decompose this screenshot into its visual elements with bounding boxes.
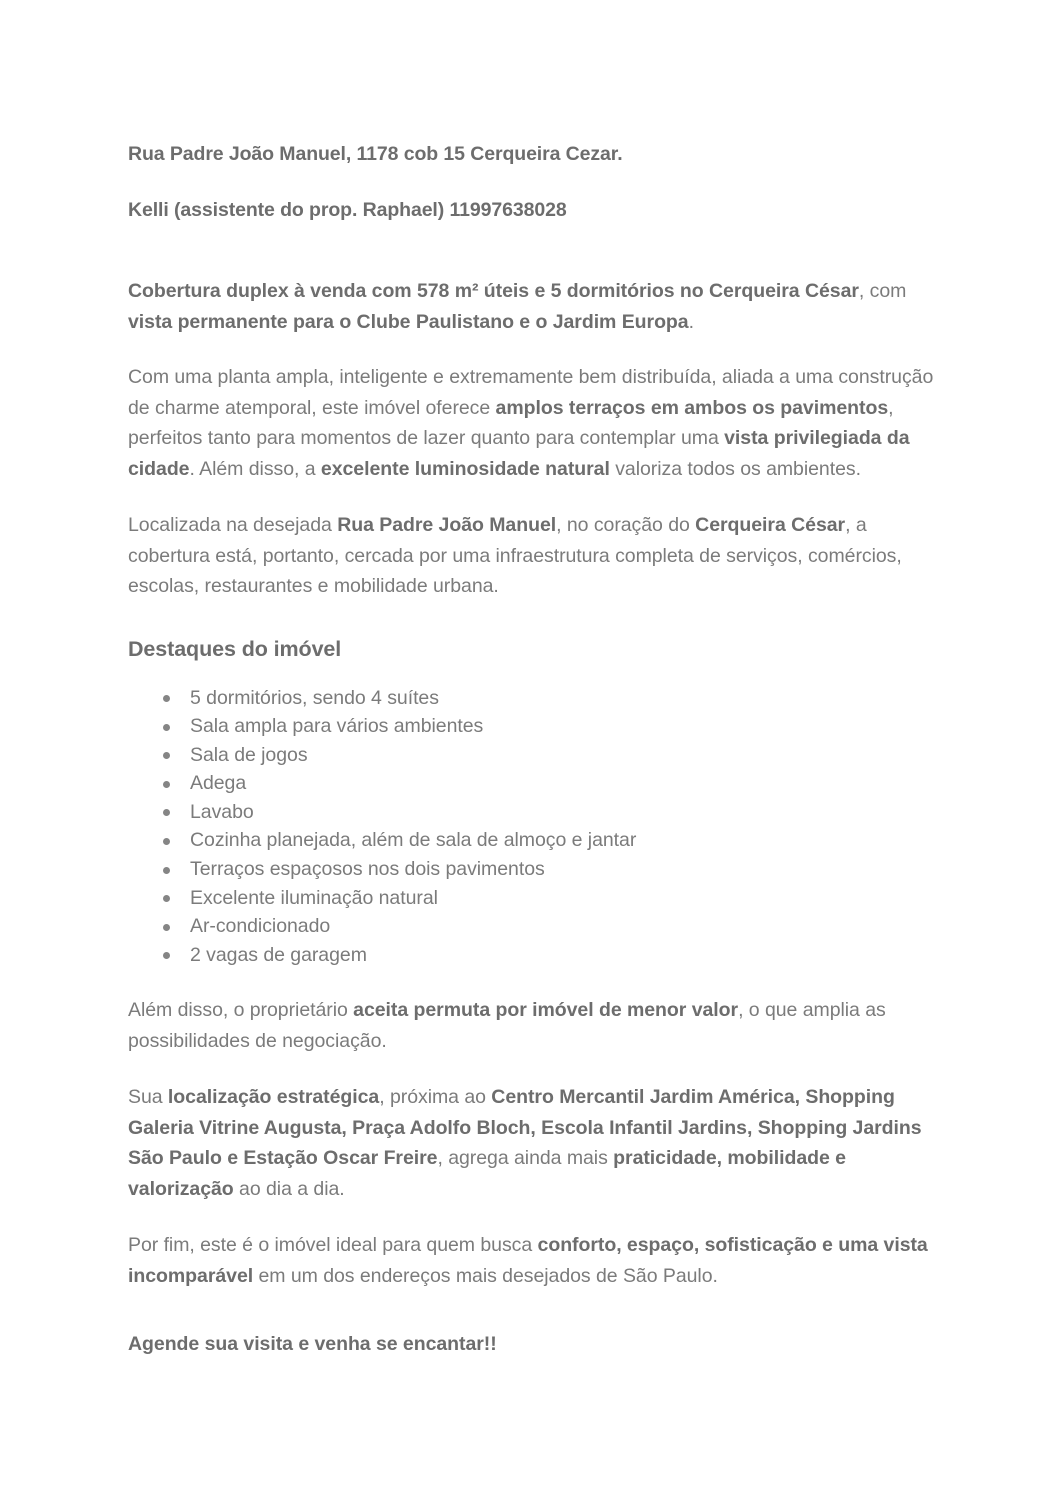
list-item-label: Excelente iluminação natural bbox=[190, 886, 438, 909]
list-item bbox=[163, 941, 934, 970]
permuta-text-2: , o que amplia as possibilidades de negociação. bbox=[128, 999, 886, 1052]
closing-text-2: em um dos endereços mais desejados de São Paulo. bbox=[253, 1264, 718, 1287]
lead-period: . bbox=[688, 310, 694, 333]
location-paragraph bbox=[128, 510, 934, 602]
bullet-icon bbox=[163, 838, 170, 845]
list-item bbox=[163, 769, 934, 798]
list-item-label: 2 vagas de garagem bbox=[190, 943, 367, 966]
strategic-location-paragraph bbox=[128, 1082, 934, 1204]
location-text-2: , no coração do bbox=[556, 514, 696, 536]
bullet-icon bbox=[163, 867, 170, 874]
list-item bbox=[163, 684, 934, 713]
strategic-landmarks-bold: Centro Mercantil Jardim América, Shopping Galeria Vitrine Augusta, Praça Adolfo Bloch, Escola Infantil Jardins, Shopping Jardins São Paulo e Estação Oscar Freire bbox=[128, 1086, 922, 1170]
list-item-label: Ar-condicionado bbox=[190, 915, 331, 938]
bullet-icon bbox=[163, 724, 170, 731]
strategic-text-2: , próxima ao bbox=[379, 1086, 492, 1109]
layout-view-bold: vista privilegiada da cidade bbox=[128, 427, 910, 480]
bullet-icon bbox=[163, 952, 170, 959]
layout-terraces-bold: amplos terraços em ambos os pavimentos bbox=[495, 396, 889, 419]
property-address-line: Rua Padre João Manuel, 1178 cob 15 Cerqueira Cezar. bbox=[128, 143, 623, 165]
layout-light-bold: excelente luminosidade natural bbox=[320, 457, 610, 480]
call-to-action: Agende sua visita e venha se encantar!! bbox=[128, 1333, 497, 1356]
closing-spacer bbox=[128, 1317, 934, 1329]
layout-text-2: , perfeitos tanto para momentos de lazer quanto para contemplar uma bbox=[128, 396, 894, 449]
list-item-label: 5 dormitórios, sendo 4 suítes bbox=[190, 686, 439, 709]
list-item bbox=[163, 712, 934, 741]
list-item-label: Sala de jogos bbox=[190, 743, 308, 766]
layout-text-3: . Além disso, a bbox=[189, 457, 321, 480]
bullet-icon bbox=[163, 781, 170, 788]
list-item bbox=[163, 912, 934, 941]
list-item bbox=[163, 855, 934, 884]
strategic-label-bold: localização estratégica bbox=[167, 1086, 380, 1109]
list-item bbox=[163, 826, 934, 855]
lead-headline-bold: Cobertura duplex à venda com 578 m² úteis e 5 dormitórios no Cerqueira César bbox=[128, 280, 859, 302]
document-body bbox=[128, 140, 934, 1360]
strategic-text-3: , agrega ainda mais bbox=[437, 1147, 614, 1170]
closing-text-1: Por fim, este é o imóvel ideal para quem busca bbox=[128, 1234, 538, 1257]
bullet-icon bbox=[163, 752, 170, 759]
layout-text-1: Com uma planta ampla, inteligente e extremamente bem distribuída, aliada a uma construção de charme atemporal, este imóvel oferece bbox=[128, 366, 934, 419]
contact-line: Kelli (assistente do prop. Raphael) 11997638028 bbox=[128, 199, 567, 221]
closing-paragraph bbox=[128, 1230, 934, 1291]
location-street-bold: Rua Padre João Manuel bbox=[337, 514, 557, 536]
layout-text-4: valoriza todos os ambientes. bbox=[609, 457, 861, 480]
strategic-benefits-bold: praticidade, mobilidade e valorização bbox=[128, 1147, 846, 1200]
lead-paragraph bbox=[128, 276, 934, 337]
header-spacer bbox=[128, 224, 934, 276]
features-list bbox=[128, 684, 934, 970]
list-item-label: Cozinha planejada, além de sala de almoço e jantar bbox=[190, 829, 637, 852]
closing-qualities-bold: conforto, espaço, sofisticação e uma vista incomparável bbox=[128, 1234, 928, 1287]
list-item-label: Terraços espaçosos nos dois pavimentos bbox=[190, 858, 545, 881]
permuta-offer-bold: aceita permuta por imóvel de menor valor bbox=[353, 999, 739, 1022]
bullet-icon bbox=[163, 695, 170, 702]
permuta-paragraph bbox=[128, 995, 934, 1056]
list-item bbox=[163, 741, 934, 770]
list-item-label: Lavabo bbox=[190, 800, 254, 823]
strategic-text-1: Sua bbox=[128, 1086, 168, 1109]
list-item-label: Adega bbox=[190, 772, 247, 795]
permuta-text-1: Além disso, o proprietário bbox=[128, 999, 354, 1022]
list-item bbox=[163, 884, 934, 913]
location-text-3: , a cobertura está, portanto, cercada por uma infraestrutura completa de serviços, comércios, escolas, restaurantes e mobilidade urbana. bbox=[128, 514, 902, 597]
features-heading: Destaques do imóvel bbox=[128, 636, 342, 661]
bullet-icon bbox=[163, 895, 170, 902]
list-item bbox=[163, 798, 934, 827]
location-text-1: Localizada na desejada bbox=[128, 514, 338, 536]
bullet-icon bbox=[163, 924, 170, 931]
layout-paragraph bbox=[128, 362, 934, 484]
location-district-bold: Cerqueira César bbox=[695, 514, 846, 536]
list-item-label: Sala ampla para vários ambientes bbox=[190, 715, 484, 738]
bullet-icon bbox=[163, 809, 170, 816]
strategic-text-4: ao dia a dia. bbox=[233, 1177, 345, 1200]
lead-view-bold: vista permanente para o Clube Paulistano e o Jardim Europa bbox=[128, 310, 689, 333]
lead-connector: , com bbox=[858, 280, 907, 302]
